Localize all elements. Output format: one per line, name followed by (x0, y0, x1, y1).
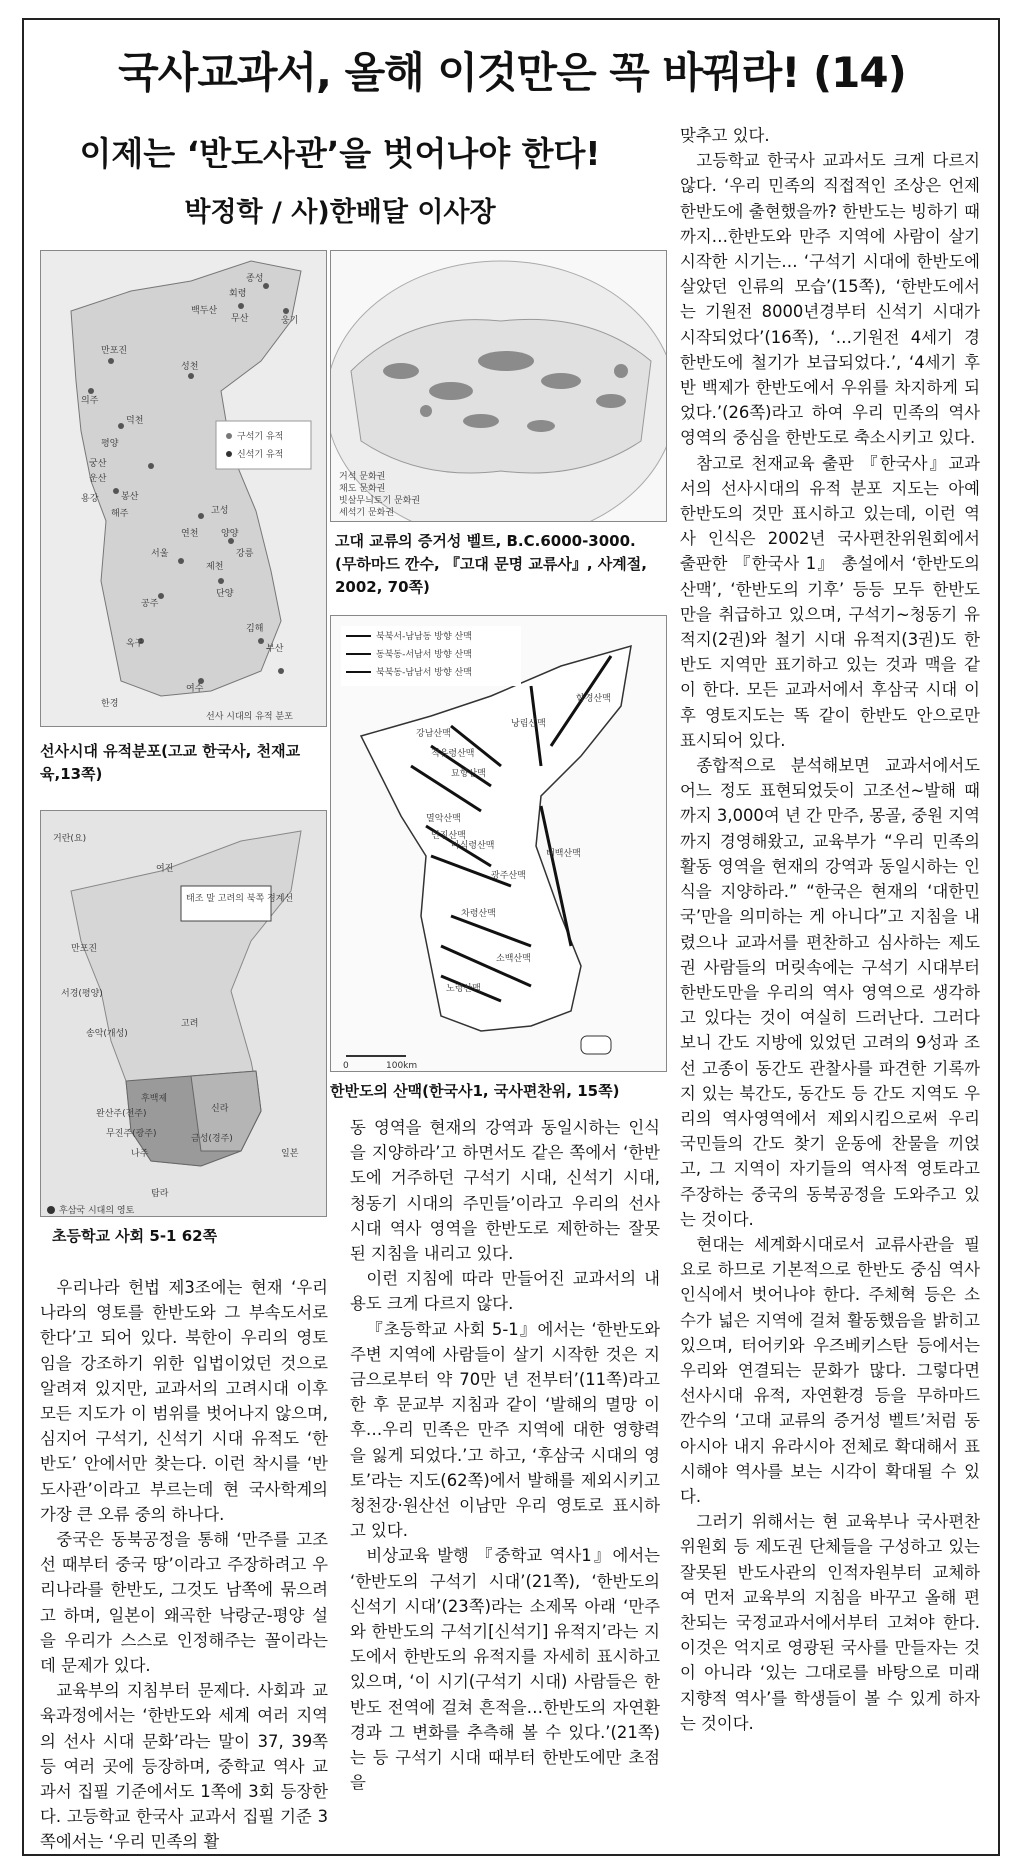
place-label: 탐라 (151, 1189, 169, 1199)
place-label: 고성 (211, 506, 229, 516)
body-paragraph: 이런 지침에 따라 만들어진 교과서의 내용도 크게 다르지 않다. (350, 1269, 660, 1314)
place-label: 양양 (221, 529, 239, 539)
svg-text:0: 0 (343, 1061, 349, 1071)
body-paragraph: 비상교육 발행 『중학교 역사1』에서는 ‘한반도의 구석기 시대’(21쪽), ‘한반도의 신석기 시대’(23쪽)라는 소제목 아래 ‘만주와 한반도의 구석기[신석기] 유적지’라는 지도에서 한반도의 유적지를 자세히 표시하고 있으며, ‘이 시기(구석기 시대) 사람들은 한반도 전역에 걸쳐 흔적을…한반도의 자연환경과 그 변화를 추측해 볼 수 있다.’(21쪽)는 등 구석기 시대 때부터 한반도에만 초점을 (350, 1546, 660, 1793)
ancient-exchange-map (330, 250, 667, 522)
range-label: 광주산맥 (491, 871, 526, 881)
article-column-middle (350, 1115, 660, 1795)
body-paragraph: 종합적으로 분석해보면 교과서에서도 어느 정도 표현되었듯이 고조선~발해 때까지 3,000여 년 간 만주, 몽골, 중원 지역까지 경영해왔고, 교육부가 “우리 민족의 활동 영역을 현재의 강역과 동일시하는 인식을 지양하라.” “한국은 현재의 ‘대한민국’만을 의미하는 게 아니다”고 지침을 내렸으나 교과서를 편찬하고 심사하는 제도권 사람들의 머릿속에는 구석기 시대부터 한반도만을 우리의 역사 영역으로 생각하고 있다는 것이 여실히 드러난다. 그러다보니 간도 지방에 있었던 고려의 9성과 조선 고종이 동간도 관찰사를 파견한 기록까지 있는 북간도, 동간도 등 간도 지역도 우리의 역사영역에서 제외시킴으로써 우리 국민들의 간도 찾기 운동에 찬물을 끼얹고, 그 지역이 자기들의 역사적 영토라고 주장하는 중국의 동북공정을 도와주고 있는 것이다. (680, 756, 980, 1229)
place-label: 궁산 (89, 459, 107, 469)
later-three-kingdoms-map (40, 810, 327, 1217)
place-label: 일본 (281, 1149, 299, 1159)
range-label: 강남산맥 (416, 729, 451, 739)
prehistoric-sites-map (40, 250, 327, 727)
place-label: 만포진 (101, 346, 128, 356)
place-label: 무진주(광주) (106, 1129, 157, 1139)
place-label: 평양 (101, 439, 119, 449)
place-label: 백두산 (191, 306, 218, 316)
three-kingdoms-map-title: 후삼국 시대의 영토 (59, 1206, 135, 1216)
place-label: 웅기 (281, 316, 299, 326)
body-paragraph: 중국은 동북공정을 통해 ‘만주를 고조선 때부터 중국 땅’이라고 주장하려고 우리나라를 한반도, 그것도 남쪽에 묶으려고 하며, 일본이 왜곡한 낙랑군-평양 설을 우리가 스스로 인정해주는 꼴이라는 데 문제가 있다. (40, 1530, 328, 1676)
body-paragraph: 참고로 천재교육 출판 『한국사』교과서의 선사시대의 유적 분포 지도는 아예 한반도의 것만 표시하고 있는데, 이런 역사 인식은 2002년 국사편찬위원회에서 출판한 『한국사 1』 총설에서 ‘한반도의 산맥’, ‘한반도의 기후’ 등등 모두 한반도만을 취급하고 있으며, 구석기~청동기 유적지(2권)와 철기 시대 유적지(3권)도 한반도 지역만 표기하고 있는 것과 맥을 같이 한다. 모든 교과서에서 후삼국 시대 이후 영토지도는 똑 같이 한반도 안으로만 표시되어 있다. (680, 453, 980, 750)
mountain-legend-2: 동북동-서남서 방향 산맥 (376, 650, 472, 660)
subheadline: 이제는 ‘반도사관’을 벗어나야 한다! (79, 134, 601, 173)
range-label: 차령산맥 (461, 909, 496, 919)
exchange-legend-3: 빗살무늬토기 문화권 (339, 496, 421, 506)
place-label: 완산주(전주) (96, 1109, 147, 1119)
place-label: 고려 (181, 1019, 199, 1029)
range-label: 태백산맥 (546, 849, 581, 859)
headline: 국사교과서, 올해 이것만은 꼭 바꿔라! (14) (118, 48, 906, 97)
place-label: 단양 (216, 589, 234, 599)
prehistoric-map-title: 선사 시대의 유적 분포 (206, 712, 293, 722)
place-label: 봉산 (121, 492, 139, 502)
range-label: 묘향산맥 (451, 769, 486, 779)
exchange-legend-1: 거석 문화권 (339, 472, 386, 482)
body-paragraph: 교육부의 지침부터 문제다. 사회과 교육과정에서는 ‘한반도와 세계 여러 지역의 선사 시대 문화’라는 말이 37, 39쪽 등 여러 곳에 등장하며, 중학교 역사 교과서 집필 기준에서도 1쪽에 3회 등장한다. 고등학교 한국사 교과서 집필 기준 3쪽에서는 ‘우리 민족의 활 (40, 1681, 328, 1852)
range-label: 노령산맥 (446, 984, 481, 994)
place-label: 서경(평양) (61, 989, 103, 999)
body-paragraph: 그러기 위해서는 현 교육부나 국사편찬위원회 등 제도권 단체들을 구성하고 있는 잘못된 반도사관의 인적자원부터 교체하여 먼저 교육부의 지침을 바꾸고 올해 편찬되는 국정교과서에서부터 고쳐야 한다. 이것은 억지로 영광된 국사를 만들자는 것이 아니라 ‘있는 그대로를 바탕으로 미래지향적 역사’를 학생들이 볼 수 있게 하자는 것이다. (680, 1512, 980, 1733)
place-label: 거란(요) (53, 834, 87, 844)
body-paragraph: 우리나라 헌법 제3조에는 현재 ‘우리나라의 영토를 한반도와 그 부속도서로 한다’고 되어 있다. 북한이 우리의 영토임을 강조하기 위한 입법이었던 것으로 알려져 있지만, 교과서의 고려시대 이후 모든 지도가 이 범위를 벗어나지 않으며, 심지어 구석기, 신석기 시대 유적도 ‘한반도’ 안에서만 찾는다. 이런 착시를 ‘반도사관’이라고 부르는데 현 국사학계의 가장 큰 오류 중의 하나다. (40, 1278, 328, 1524)
place-label: 연천 (181, 529, 199, 539)
place-label: 종성 (246, 274, 264, 284)
place-label: 해주 (111, 509, 129, 519)
place-label: 무산 (231, 314, 249, 324)
article-column-left (40, 1275, 328, 1855)
place-label: 공주 (141, 599, 159, 609)
place-label: 성천 (181, 362, 199, 372)
range-label: 낭림산맥 (511, 719, 546, 729)
exchange-legend-4: 세석기 문화권 (339, 508, 395, 518)
range-label: 언진산맥 (431, 831, 466, 841)
place-label: 여수 (186, 684, 204, 694)
place-label: 서울 (151, 549, 169, 559)
place-label: 용강 (81, 494, 99, 504)
mountain-map-caption: 한반도의 산맥(한국사1, 국사편찬위, 15쪽) (330, 1082, 620, 1100)
prehistoric-map-legend-1: 구석기 유적 (237, 432, 284, 442)
place-label: 운산 (89, 474, 107, 484)
body-paragraph: 동 영역을 현재의 강역과 동일시하는 인식을 지양하라’고 하면서도 같은 쪽에서 ‘한반도에 거주하던 구석기 시대, 신석기 시대, 청동기 시대의 주민들’이라고 우리의 선사시대 역사 영역을 한반도로 제한하는 잘못된 지침을 내리고 있다. (350, 1118, 660, 1264)
place-label: 강릉 (236, 549, 254, 559)
range-label: 마식령산맥 (451, 841, 495, 851)
place-label: 회령 (229, 289, 247, 299)
place-label: 나주 (131, 1149, 149, 1159)
place-label: 김해 (246, 624, 264, 634)
place-label: 후백제 (141, 1094, 168, 1104)
three-kingdoms-map-caption: 초등학교 사회 5-1 62쪽 (52, 1227, 218, 1245)
three-kingdoms-box-label: 태조 말 고려의 북쪽 경계선 (186, 894, 294, 904)
mountain-map-scale: 100km (386, 1061, 418, 1071)
mountain-ranges-map (330, 615, 667, 1072)
place-label: 부산 (266, 644, 284, 654)
place-label: 신라 (211, 1104, 229, 1114)
place-label: 옥구 (126, 639, 144, 649)
prehistoric-map-legend-2: 신석기 유적 (237, 450, 284, 460)
place-label: 한경 (101, 699, 119, 709)
place-label: 금성(경주) (191, 1134, 233, 1144)
place-label: 제천 (206, 562, 224, 572)
mountain-legend-1: 북북서-남남동 방향 산맥 (376, 632, 472, 642)
article-column-right (680, 123, 980, 1736)
range-label: 소백산맥 (496, 954, 531, 964)
place-label: 만포진 (71, 944, 98, 954)
place-label: 의주 (81, 396, 99, 406)
exchange-map-caption: 고대 교류의 증거성 벨트, B.C.6000-3000. (무하마드 깐수, 『고대 문명 교류사』, 사계절, 2002, 70쪽) (335, 532, 647, 596)
body-paragraph: 맞추고 있다. (680, 126, 770, 145)
body-paragraph: 현대는 세계화시대로서 교류사관을 필요로 하므로 기본적으로 한반도 중심 역사인식에서 벗어나야 한다. 주체혁 등은 소수가 넓은 지역에 걸쳐 활동했음을 밝히고 있으며, 터어키와 우즈베키스탄 등에서는 우리와 연결되는 문화가 많다. 그렇다면 선사시대 유적, 자연환경 등을 무하마드 깐수의 ‘고대 교류의 증거성 벨트’처럼 동아시아 내지 유라시아 전체로 확대해서 표시해야 역사를 보는 시각이 확대될 수 있다. (680, 1234, 980, 1506)
range-label: 적유령산맥 (431, 749, 475, 759)
range-label: 함경산맥 (576, 694, 611, 704)
place-label: 덕천 (126, 416, 144, 426)
body-paragraph: 『초등학교 사회 5-1』에서는 ‘한반도와 주변 지역에 사람들이 살기 시작한 것은 지금으로부터 약 70만 년 전부터’(11쪽)라고 한 후 문교부 지침과 같이 ‘발해의 멸망 이후…우리 민족은 만주 지역에 대한 영향력을 잃게 되었다.’고 하고, ‘후삼국 시대의 영토’라는 지도(62쪽)에서 발해를 제외시키고 청천강·원산선 이남만 우리 영토로 표시하고 있다. (350, 1319, 660, 1541)
exchange-legend-2: 채도 문화권 (339, 484, 386, 494)
place-label: 여진 (156, 864, 174, 874)
range-label: 멸악산맥 (426, 814, 461, 824)
prehistoric-map-caption: 선사시대 유적분포(고교 한국사, 천재교육,13쪽) (40, 742, 301, 783)
byline: 박정학 / 사)한배달 이사장 (184, 197, 496, 228)
mountain-legend-3: 북북동-남남서 방향 산맥 (376, 668, 472, 678)
body-paragraph: 고등학교 한국사 교과서도 크게 다르지 않다. ‘우리 민족의 직접적인 조상은 언제 한반도에 출현했을까? 한반도는 빙하기 때까지…한반도와 만주 지역에 사람이 살기 시작한 시기는… ‘구석기 시대에 한반도에 살았던 인류의 모습’(15쪽), ‘한반도에서는 기원전 8000년경부터 신석기 시대가 시작되었다’(16쪽), ‘…기원전 4세기 경 한반도에 철기가 보급되었다.’, ‘4세기 후반 백제가 한반도에서 우위를 차지하게 되었다.’(26쪽)라고 하여 우리 민족의 역사 영역의 중심을 한반도로 축소시키고 있다. (680, 151, 980, 448)
place-label: 송악(개성) (86, 1029, 128, 1039)
